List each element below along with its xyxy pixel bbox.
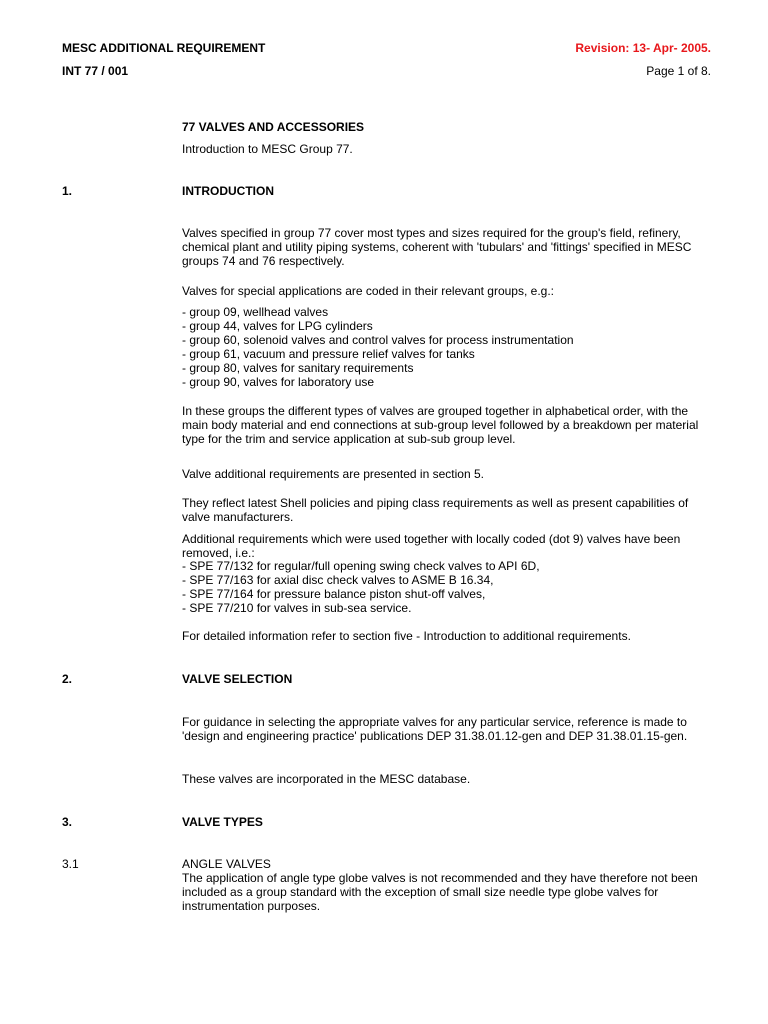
- list-item: - group 90, valves for laboratory use: [182, 375, 375, 389]
- list-item: - SPE 77/210 for valves in sub-sea service.: [182, 601, 412, 615]
- section-1-paragraph-4: Valve additional requirements are presented in section 5.: [182, 467, 484, 481]
- subsection-3-1-text: The application of angle type globe valves is not recommended and they have therefore not been included as a group standard with the exception of small size needle type globe valves for instrumentation purposes.: [182, 871, 698, 913]
- document-reference: INT 77 / 001: [62, 64, 129, 78]
- section-2-number: 2.: [62, 672, 73, 686]
- section-1-paragraph-7: For detailed information refer to section five - Introduction to additional requirements.: [182, 629, 631, 643]
- group-title: 77 VALVES AND ACCESSORIES: [182, 120, 365, 134]
- section-1-paragraph-6: Additional requirements which were used together with locally coded (dot 9) valves have been removed, i.e.:: [182, 532, 681, 560]
- list-item: - SPE 77/132 for regular/full opening swing check valves to API 6D,: [182, 559, 540, 573]
- subsection-3-1-title: ANGLE VALVES: [182, 857, 271, 871]
- list-item: - group 80, valves for sanitary requirements: [182, 361, 414, 375]
- section-2-title: VALVE SELECTION: [182, 672, 293, 686]
- section-3-title: VALVE TYPES: [182, 815, 263, 829]
- section-2-paragraph-1: For guidance in selecting the appropriate valves for any particular service, reference is made to 'design and engineering practice' publications DEP 31.38.01.12-gen and DEP 31.38.01.15-gen.: [182, 715, 688, 743]
- removed-requirements-list: [182, 559, 702, 615]
- section-1-paragraph-1: Valves specified in group 77 cover most types and sizes required for the group's field, refinery, chemical plant and utility piping systems, coherent with 'tubulars' and 'fittings' specified in MESC groups 74 and 76 respectively.: [182, 226, 692, 268]
- list-item: - SPE 77/163 for axial disc check valves to ASME B 16.34,: [182, 573, 494, 587]
- section-3-number: 3.: [62, 815, 73, 829]
- list-item: - group 09, wellhead valves: [182, 305, 329, 319]
- special-application-groups-list: [182, 305, 702, 389]
- list-item: - group 61, vacuum and pressure relief valves for tanks: [182, 347, 475, 361]
- subsection-3-1-number: 3.1: [62, 857, 79, 871]
- page-number: Page 1 of 8.: [646, 64, 711, 78]
- section-1-number: 1.: [62, 184, 73, 198]
- section-1-paragraph-3: In these groups the different types of valves are grouped together in alphabetical order, with the main body material and end connections at sub-group level followed by a breakdown per material type for the trim and service application at sub-sub group level.: [182, 404, 699, 446]
- section-1-paragraph-2: Valves for special applications are coded in their relevant groups, e.g.:: [182, 284, 554, 298]
- section-1-paragraph-5: They reflect latest Shell policies and piping class requirements as well as present capabilities of valve manufacturers.: [182, 496, 689, 524]
- list-item: - SPE 77/164 for pressure balance piston shut-off valves,: [182, 587, 486, 601]
- revision-date: Revision: 13- Apr- 2005.: [575, 41, 711, 55]
- section-1-title: INTRODUCTION: [182, 184, 274, 198]
- list-item: - group 60, solenoid valves and control valves for process instrumentation: [182, 333, 574, 347]
- list-item: - group 44, valves for LPG cylinders: [182, 319, 373, 333]
- group-intro: Introduction to MESC Group 77.: [182, 142, 353, 156]
- section-2-paragraph-2: These valves are incorporated in the MESC database.: [182, 772, 471, 786]
- document-title: MESC ADDITIONAL REQUIREMENT: [62, 41, 266, 55]
